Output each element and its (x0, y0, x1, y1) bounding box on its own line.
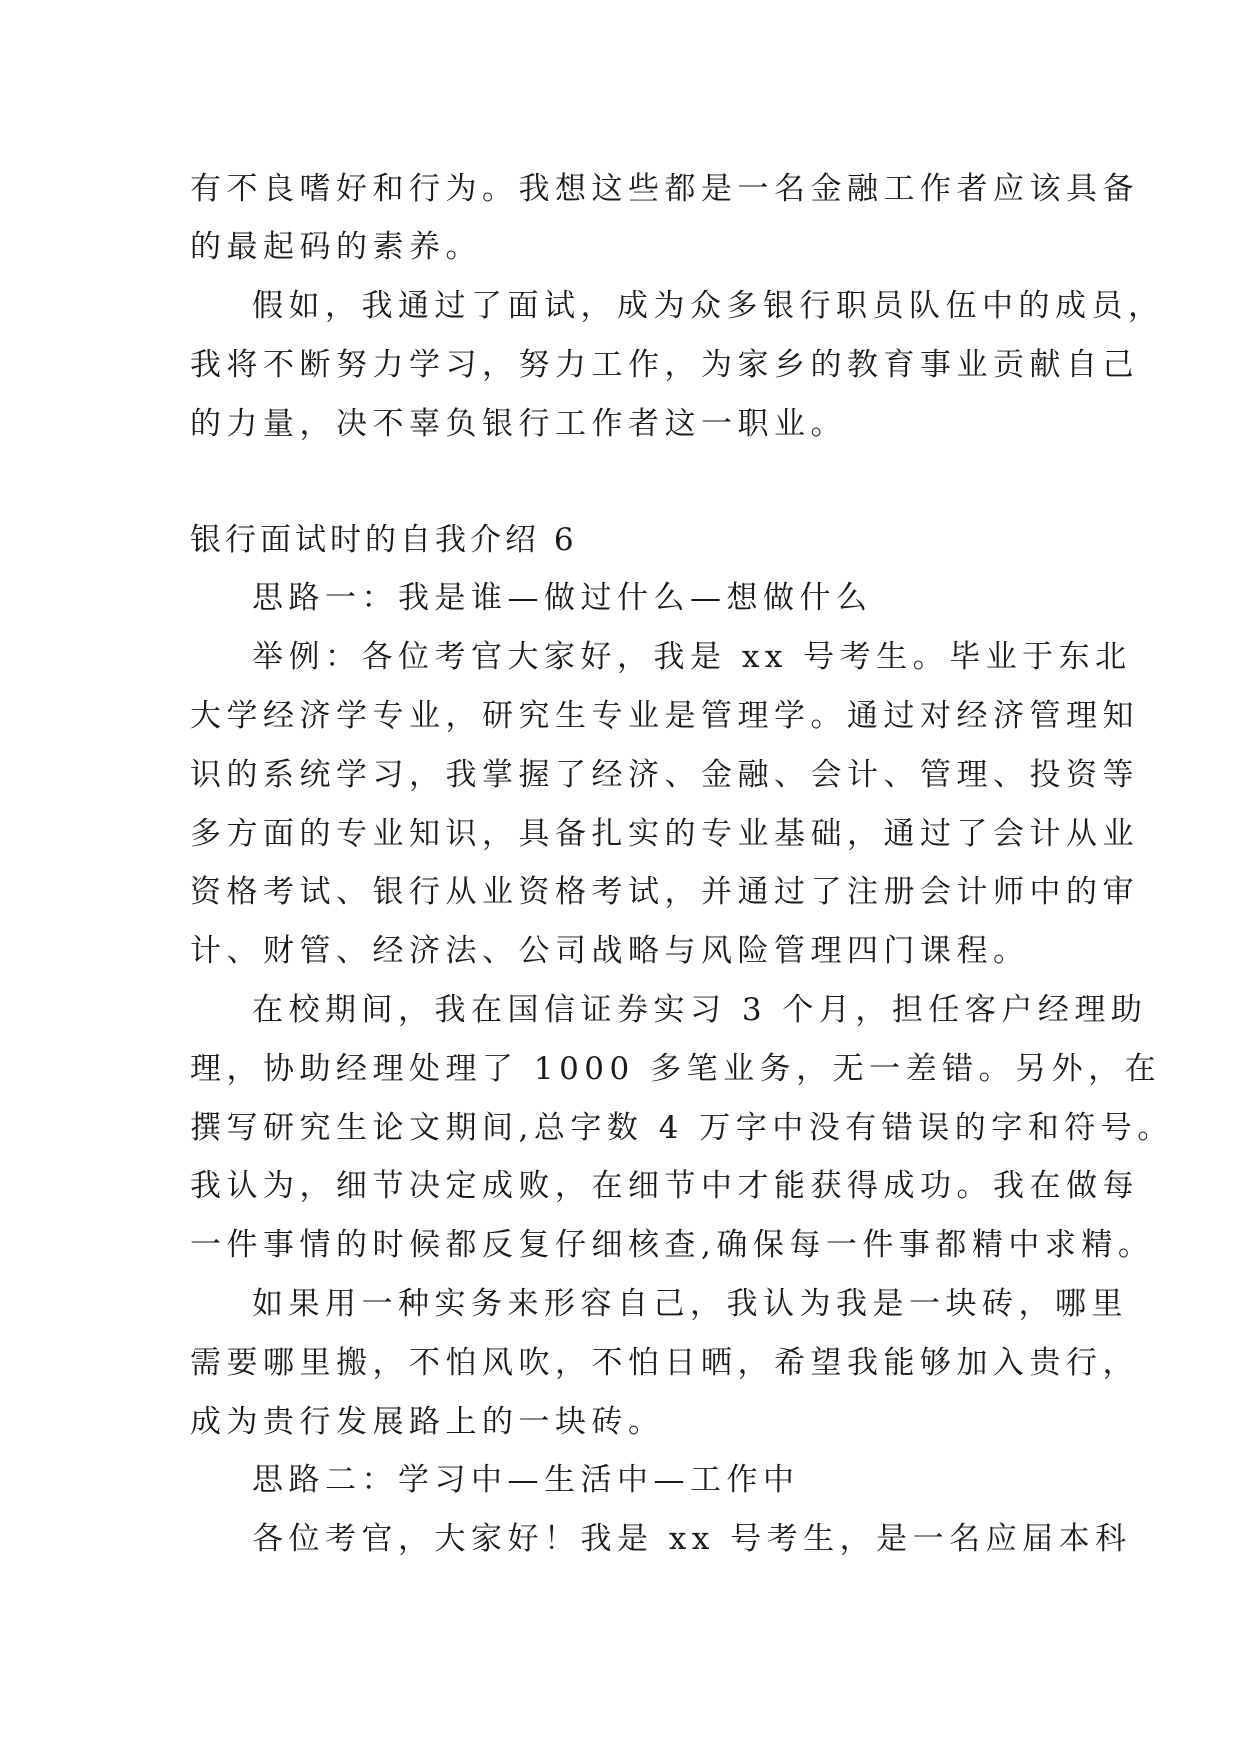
paragraph-line: 资格考试、银行从业资格考试，并通过了注册会计师中的审 (190, 874, 1139, 910)
paragraph-line: 有不良嗜好和行为。我想这些都是一名金融工作者应该具备 (190, 171, 1139, 207)
paragraph-line: 多方面的专业知识，具备扎实的专业基础，通过了会计从业 (190, 816, 1139, 852)
paragraph-line: 如果用一种实务来形容自己，我认为我是一块砖，哪里 (252, 1286, 1128, 1322)
paragraph-line: 理，协助经理处理了 1000 多笔业务，无一差错。另外，在 (190, 1051, 1162, 1087)
paragraph-line: 我将不断努力学习，努力工作，为家乡的教育事业贡献自己 (190, 347, 1139, 383)
paragraph-line: 识的系统学习，我掌握了经济、金融、会计、管理、投资等 (190, 757, 1139, 793)
paragraph-line: 一件事情的时候都反复仔细核查,确保每一件事都精中求精。 (190, 1227, 1155, 1263)
paragraph-line: 思路二：学习中—生活中—工作中 (252, 1462, 800, 1498)
paragraph-line: 举例：各位考官大家好，我是 xx 号考生。毕业于东北 (252, 639, 1132, 675)
paragraph-line: 我认为，细节决定成败，在细节中才能获得成功。我在做每 (190, 1168, 1139, 1204)
paragraph-line: 大学经济学专业，研究生专业是管理学。通过对经济管理知 (190, 698, 1139, 734)
paragraph-line: 的力量，决不辜负银行工作者这一职业。 (190, 406, 847, 442)
section-heading: 银行面试时的自我介绍 6 (190, 522, 578, 558)
paragraph-line: 思路一：我是谁—做过什么—想做什么 (252, 580, 873, 616)
paragraph-line: 撰写研究生论文期间,总字数 4 万字中没有错误的字和符号。 (190, 1110, 1174, 1146)
paragraph-line: 成为贵行发展路上的一块砖。 (190, 1404, 665, 1440)
paragraph-line: 需要哪里搬，不怕风吹，不怕日晒，希望我能够加入贵行， (190, 1345, 1139, 1381)
paragraph-line: 的最起码的素养。 (190, 229, 482, 265)
paragraph-line: 各位考官，大家好！我是 xx 号考生，是一名应届本科 (252, 1521, 1132, 1557)
paragraph-line: 假如，我通过了面试，成为众多银行职员队伍中的成员， (252, 288, 1165, 324)
paragraph-line: 在校期间，我在国信证券实习 3 个月，担任客户经理助 (252, 992, 1148, 1028)
paragraph-line: 计、财管、经济法、公司战略与风险管理四门课程。 (190, 933, 1030, 969)
